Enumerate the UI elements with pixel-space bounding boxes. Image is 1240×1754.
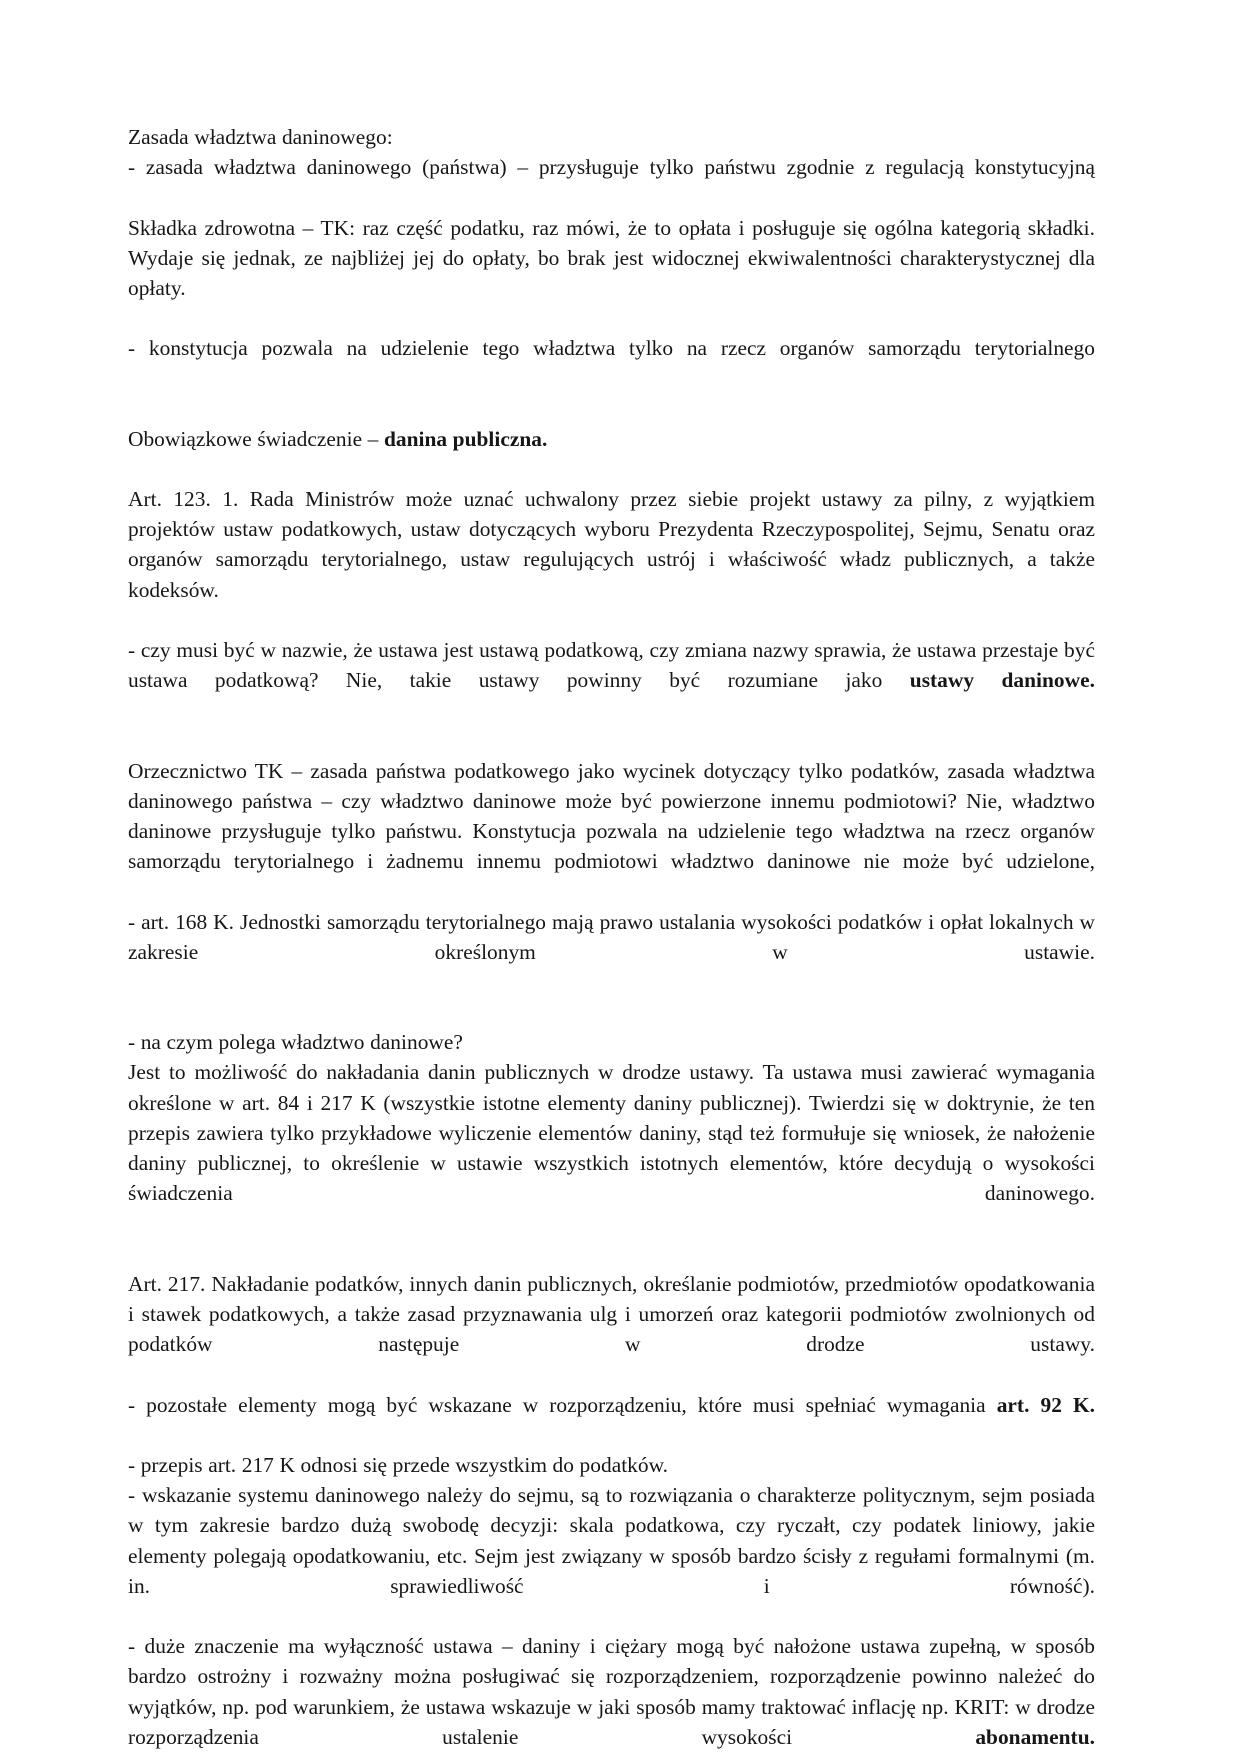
- paragraph-duze-znaczenie-wylacznosc: [128, 1631, 1095, 1754]
- paragraph-art-123: Art. 123. 1. Rada Ministrów może uznać uchwalony przez siebie projekt ustawy za pilny, z wyjątkiem projektów ustaw podatkowych, ustaw dotyczących wyboru Prezydenta Rzeczypospolitej, Sejmu, Senatu oraz organów samorządu terytorialnego, ustaw regulujących ustrój i właściwość władz publicznych, a także kodeksów.: [128, 487, 1095, 602]
- obowiazkowe-swiadczenie-plain: Obowiązkowe świadczenie –: [128, 426, 384, 451]
- paragraph-art-168: - art. 168 K. Jednostki samorządu terytorialnego mają prawo ustalania wysokości podatków i opłat lokalnych w zakresie określonym w ustawie.: [128, 909, 1095, 964]
- duze-znaczenie-plain: - duże znaczenie ma wyłączność ustawa – daniny i ciężary mogą być nałożone ustawa zupełną, w sposób bardzo ostrożny i rozważny można posługiwać się rozporządzeniem, rozporządzenie powinno należeć do wyjątków, np. pod warunkiem, że ustawa wskazuje w jaki sposób mamy traktować inflację np. KRIT: w drodze rozporządzenia ustalenie wysokości: [128, 1634, 1095, 1749]
- paragraph-konstytucja-pozwala: - konstytucja pozwala na udzielenie tego władztwa tylko na rzecz organów samorządu terytorialnego: [128, 336, 1095, 361]
- paragraph-zasada-wladztwa-panstwa: - zasada władztwa daninowego (państwa) – przysługuje tylko państwu zgodnie z regulacją konstytucyjną: [128, 155, 1095, 180]
- paragraph-art-217: Art. 217. Nakładanie podatków, innych danin publicznych, określanie podmiotów, przedmiotów opodatkowania i stawek podatkowych, a także zasad przyznawania ulg i umorzeń oraz kategorii podmiotów zwolnionych od podatków następuje w drodze ustawy.: [128, 1271, 1095, 1357]
- paragraph-wskazanie-systemu-daninowego: - wskazanie systemu daninowego należy do sejmu, są to rozwiązania o charakterze politycznym, sejm posiada w tym zakresie bardzo dużą swobodę decyzji: skala podatkowa, czy ryczałt, czy podatek liniowy, jakie elementy polegają opodatkowaniu, etc. Sejm jest związany w sposób bardzo ścisły z regułami formalnymi (m. in. sprawiedliwość i równość).: [128, 1483, 1095, 1598]
- paragraph-spacer: [128, 454, 1095, 484]
- paragraph-orzecznictwo-tk: Orzecznictwo TK – zasada państwa podatkowego jako wycinek dotyczący tylko podatków, zasada władztwa daninowego państwa – czy władztwo daninowe może być powierzone innemu podmiotowi? Nie, władztwo daninowe przysługuje tylko państwu. Konstytucja pozwala na udzielenie tego władztwa na rzecz organów samorządu terytorialnego i żadnemu innemu podmiotowi władztwo daninowe nie może być udzielone,: [128, 758, 1095, 874]
- duze-znaczenie-bold: abonamentu.: [975, 1724, 1095, 1749]
- pozostale-elementy-plain: - pozostałe elementy mogą być wskazane w rozporządzeniu, które musi spełniać wymagania: [128, 1392, 997, 1417]
- paragraph-skladka-zdrowotna: Składka zdrowotna – TK: raz część podatku, raz mówi, że to opłata i posługuje się ogólna kategorią składki. Wydaje się jednak, ze najbliżej jej do opłaty, bo brak jest widocznej ekwiwalentności charakterystycznej dla opłaty.: [128, 215, 1095, 301]
- paragraph-obowiazkowe-swiadczenie: [128, 424, 1095, 454]
- paragraph-czy-musi-byc-w-nazwie: [128, 635, 1095, 726]
- obowiazkowe-swiadczenie-bold: danina publiczna.: [383, 426, 548, 451]
- paragraph-pozostale-elementy: [128, 1390, 1095, 1450]
- paragraph-spacer: [128, 1239, 1095, 1269]
- paragraph-na-czym-polega-wladztwo: - na czym polega władztwo daninowe?: [128, 1030, 463, 1055]
- heading-zasada-wladztwa: Zasada władztwa daninowego:: [128, 125, 393, 149]
- paragraph-spacer: [128, 394, 1095, 424]
- document-text-body: [128, 122, 1095, 1754]
- paragraph-spacer: [128, 997, 1095, 1027]
- paragraph-jest-to-mozliwosc: Jest to możliwość do nakładania danin publicznych w drodze ustawy. Ta ustawa musi zawierać wymagania określone w art. 84 i 217 K (wszystkie istotne elementy daniny publicznej). Twierdzi się w doktrynie, że ten przepis zawiera tylko przykładowe wyliczenie elementów daniny, stąd też formułuje się wniosek, że nałożenie daniny publicznej, to określenie w ustawie wszystkich istotnych elementów, które decydują o wysokości świadczenia daninowego.: [128, 1060, 1095, 1206]
- pozostale-elementy-bold: art. 92 K.: [996, 1392, 1095, 1417]
- czy-musi-byc-plain: - czy musi być w nazwie, że ustawa jest ustawą podatkową, czy zmiana nazwy sprawia, że ustawa przestaje być ustawa podatkową? Nie, takie ustawy powinny być rozumiane jako: [128, 638, 1095, 693]
- czy-musi-byc-bold: ustawy daninowe.: [909, 668, 1095, 693]
- paragraph-spacer: [128, 726, 1095, 756]
- paragraph-przepis-art-217: - przepis art. 217 K odnosi się przede wszystkim do podatków.: [128, 1452, 669, 1477]
